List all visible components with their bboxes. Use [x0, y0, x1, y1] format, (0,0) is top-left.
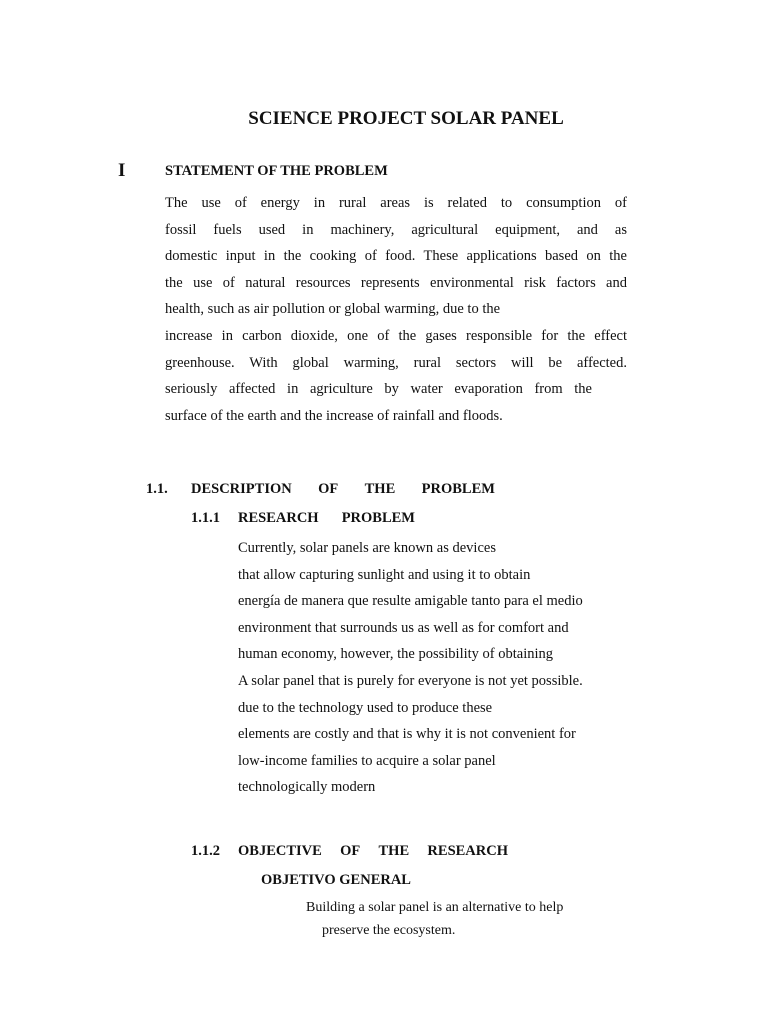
heading-word: PROBLEM: [341, 510, 415, 526]
paragraph-line: Currently, solar panels are known as devices: [238, 540, 496, 556]
paragraph-line: seriously affected in agriculture by water evaporation from the: [165, 381, 592, 398]
paragraph-line: environment that surrounds us as well as for comfort and: [238, 619, 569, 636]
heading-word: OF: [340, 843, 361, 859]
heading-word: RESEARCH: [238, 510, 319, 526]
paragraph-line: technologically modern: [238, 779, 376, 796]
heading-word: DESCRIPTION: [191, 481, 292, 497]
heading-word: OBJECTIVE: [238, 843, 322, 859]
subsection-number: 1.1.1: [191, 510, 220, 526]
page-title: SCIENCE PROJECT SOLAR PANEL: [248, 108, 564, 129]
heading-word: PROBLEM: [421, 481, 495, 497]
paragraph-line: surface of the earth and the increase of rainfall and floods.: [165, 407, 503, 424]
objective-item-continuation: preserve the ecosystem.: [322, 923, 456, 938]
paragraph-line: health, such as air pollution or global warming, due to the: [165, 301, 501, 318]
paragraph-line: low-income families to acquire a solar panel: [238, 752, 496, 769]
paragraph-line: due to the technology used to produce these: [238, 699, 493, 716]
paragraph-line: The use of energy in rural areas is related to consumption of: [165, 195, 627, 211]
paragraph-line: that allow capturing sunlight and using it to obtain: [238, 566, 531, 583]
paragraph-line: elements are costly and that is why it is not convenient for: [238, 726, 576, 743]
subsection-heading-objective: [238, 843, 508, 860]
objective-item: [300, 900, 563, 916]
paragraph-line: energía de manera que resulte amigable tanto para el medio: [238, 593, 583, 610]
section-number: I: [118, 160, 126, 181]
heading-word: OF: [318, 481, 339, 497]
paragraph-line: domestic input in the cooking of food. These applications based on the: [165, 248, 627, 265]
subsection-number: 1.1.2: [191, 843, 220, 859]
paragraph-line: A solar panel that is purely for everyone is not yet possible.: [238, 672, 583, 689]
paragraph-line: fossil fuels used in machinery, agricultural equipment, and as: [165, 221, 627, 238]
paragraph-line: increase in carbon dioxide, one of the gases responsible for the effect: [165, 327, 627, 344]
heading-word: THE: [364, 481, 396, 497]
paragraph-line: the use of natural resources represents environmental risk factors and: [165, 274, 627, 291]
subsection-heading-research-problem: [238, 510, 415, 527]
heading-word: THE: [378, 843, 410, 859]
research-problem-paragraph: [238, 535, 618, 801]
objective-item-text: Building a solar panel is an alternative to help: [306, 900, 564, 915]
paragraph-line: greenhouse. With global warming, rural sectors will be affected.: [165, 354, 627, 371]
heading-word: RESEARCH: [427, 843, 508, 859]
general-objective-label: OBJETIVO GENERAL: [261, 872, 411, 888]
section-heading: STATEMENT OF THE PROBLEM: [165, 163, 388, 179]
general-objective-heading: [255, 872, 411, 889]
subsection-number: 1.1.: [146, 481, 168, 497]
paragraph-line: human economy, however, the possibility of obtaining: [238, 646, 554, 663]
subsection-heading-description: [191, 481, 495, 498]
problem-statement-paragraph: [165, 190, 627, 429]
